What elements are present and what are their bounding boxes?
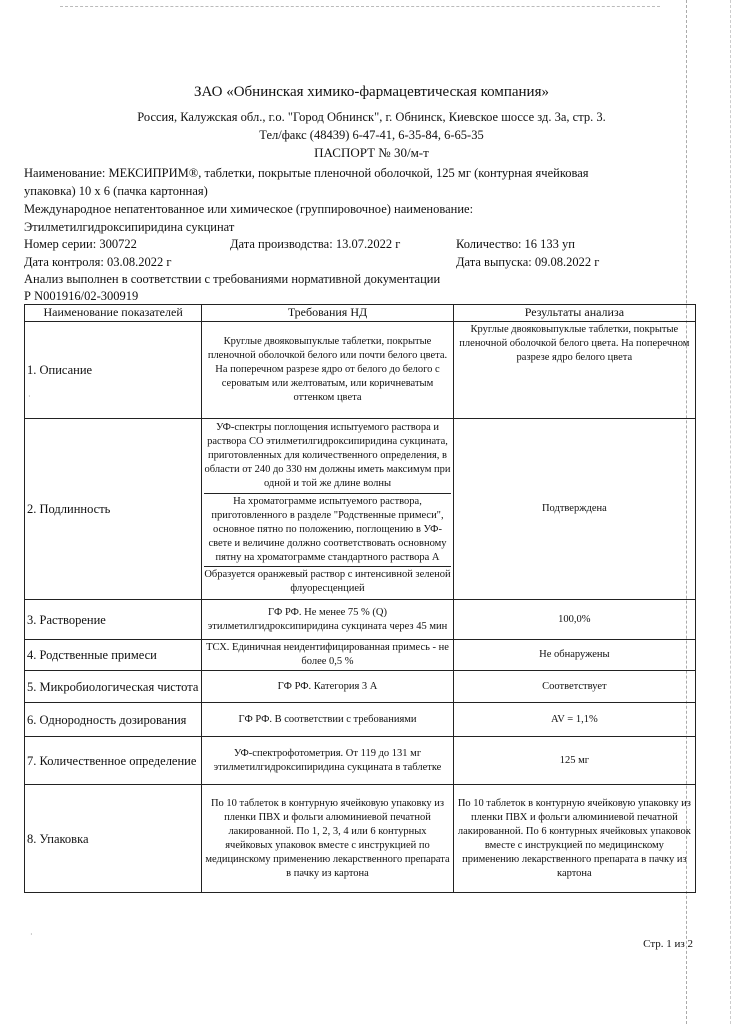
product-name-line1: Наименование: МЕКСИПРИМ®, таблетки, покрытые пленочной оболочкой, 125 мг (контурная ячейковая — [24, 166, 589, 180]
row-result: Круглые двояковыпуклые таблетки, покрытые пленочной оболочкой белого цвета. На поперечном разрезе ядро белого цвета — [453, 321, 695, 418]
header-requirements: Требования НД — [202, 305, 453, 322]
row-name: 8. Упаковка — [25, 785, 202, 893]
table-row — [25, 640, 696, 671]
row-result: 100,0% — [453, 600, 695, 640]
page-number: Стр. 1 из 2 — [643, 938, 693, 950]
scan-speck: · — [28, 392, 31, 401]
row-requirement: ГФ РФ. Не менее 75 % (Q) этилметилгидроксипиридина сукцината через 45 мин — [202, 600, 453, 640]
inn-value: Этилметилгидроксипиридина сукцинат — [24, 220, 235, 234]
table-row — [25, 703, 696, 737]
row-result: Подтверждена — [453, 418, 695, 599]
row-requirement: УФ-спектрофотометрия. От 119 до 131 мг этилметилгидроксипиридина сукцината в таблетке — [202, 737, 453, 785]
table-row — [25, 321, 696, 418]
row-name: 7. Количественное определение — [25, 737, 202, 785]
analysis-note: Анализ выполнен в соответствии с требованиями нормативной документации — [24, 272, 441, 286]
row-requirement — [202, 418, 453, 599]
table-row — [25, 418, 696, 599]
company-phone: Тел/факс (48439) 6-47-41, 6-35-84, 6-65-35 — [259, 128, 484, 142]
row-result: 125 мг — [453, 737, 695, 785]
company-name: ЗАО «Обнинская химико-фармацевтическая компания» — [194, 84, 549, 100]
release-date: Дата выпуска: 09.08.2022 г — [456, 255, 600, 269]
row-result: AV = 1,1% — [453, 703, 695, 737]
series-number: Номер серии: 300722 — [24, 237, 137, 251]
requirement-fluorescence: Образуется оранжевый раствор с интенсивной зеленой флуоресценцией — [204, 569, 451, 595]
company-address: Россия, Калужская обл., г.о. "Город Обнинск", г. Обнинск, Киевское шоссе зд. 3а, стр. 3. — [137, 110, 606, 124]
requirement-uv-spectra: УФ-спектры поглощения испытуемого раствора и раствора СО этилметилгидроксипиридина сукцината, приготовленных для количественного определения, в области от 240 до 330 нм должны иметь максимум при одной и той же длине волны — [204, 420, 450, 494]
table-row — [25, 785, 696, 893]
row-name: 4. Родственные примеси — [25, 640, 202, 671]
row-name: 5. Микробиологическая чистота — [25, 671, 202, 703]
row-requirement: По 10 таблеток в контурную ячейковую упаковку из пленки ПВХ и фольги алюминиевой печатной лакированной. По 1, 2, 3, 4 или 6 контурных ячейковых упаковок вместе с инструкцией по медицинскому применению лекарственного препарата в пачку из картона — [202, 785, 453, 893]
row-name: 2. Подлинность — [25, 418, 202, 599]
inn-label: Международное непатентованное или химическое (группировочное) наименование: — [24, 202, 474, 216]
production-date: Дата производства: 13.07.2022 г — [230, 237, 401, 251]
product-name-line2: упаковка) 10 х 6 (пачка картонная) — [24, 184, 208, 198]
row-requirement: ТСХ. Единичная неидентифицированная примесь - не более 0,5 % — [202, 640, 453, 671]
row-name: 6. Однородность дозирования — [25, 703, 202, 737]
table-header-row — [25, 305, 696, 322]
row-requirement: ГФ РФ. Категория 3 А — [202, 671, 453, 703]
analysis-table — [24, 304, 696, 893]
quantity: Количество: 16 133 уп — [456, 237, 575, 251]
requirement-chromatogram: На хроматограмме испытуемого раствора, приготовленного в разделе "Родственные примеси", основное пятно по положению, поглощению в УФ-свете и величине должно соответствовать основному пятну на хроматограмме стандартного раствора А — [204, 494, 450, 568]
normative-doc-number: Р N001916/02-300919 — [24, 289, 139, 303]
table-row — [25, 737, 696, 785]
row-result: Не обнаружены — [453, 640, 695, 671]
control-date: Дата контроля: 03.08.2022 г — [24, 255, 172, 269]
row-name: 1. Описание — [25, 321, 202, 418]
header-results: Результаты анализа — [453, 305, 695, 322]
passport-title: ПАСПОРТ № 30/м-т — [314, 145, 429, 160]
row-name: 3. Растворение — [25, 600, 202, 640]
table-row — [25, 600, 696, 640]
row-requirement: Круглые двояковыпуклые таблетки, покрытые пленочной оболочкой белого или почти белого цвета. На поперечном разрезе ядро от белого до белого с сероватым или желтоватым, или коричневатым оттенком цвета — [202, 321, 453, 418]
scan-speck: · — [30, 930, 33, 939]
scan-edge-top — [60, 6, 660, 7]
row-result: Соответствует — [453, 671, 695, 703]
table-row — [25, 671, 696, 703]
header-indicator: Наименование показателей — [25, 305, 202, 322]
row-requirement: ГФ РФ. В соответствии с требованиями — [202, 703, 453, 737]
row-result: По 10 таблеток в контурную ячейковую упаковку из пленки ПВХ и фольги алюминиевой печатной лакированной. По 6 контурных ячейковых упаковок вместе с инструкцией по медицинскому применению лекарственного препарата в пачку из картона — [453, 785, 695, 893]
